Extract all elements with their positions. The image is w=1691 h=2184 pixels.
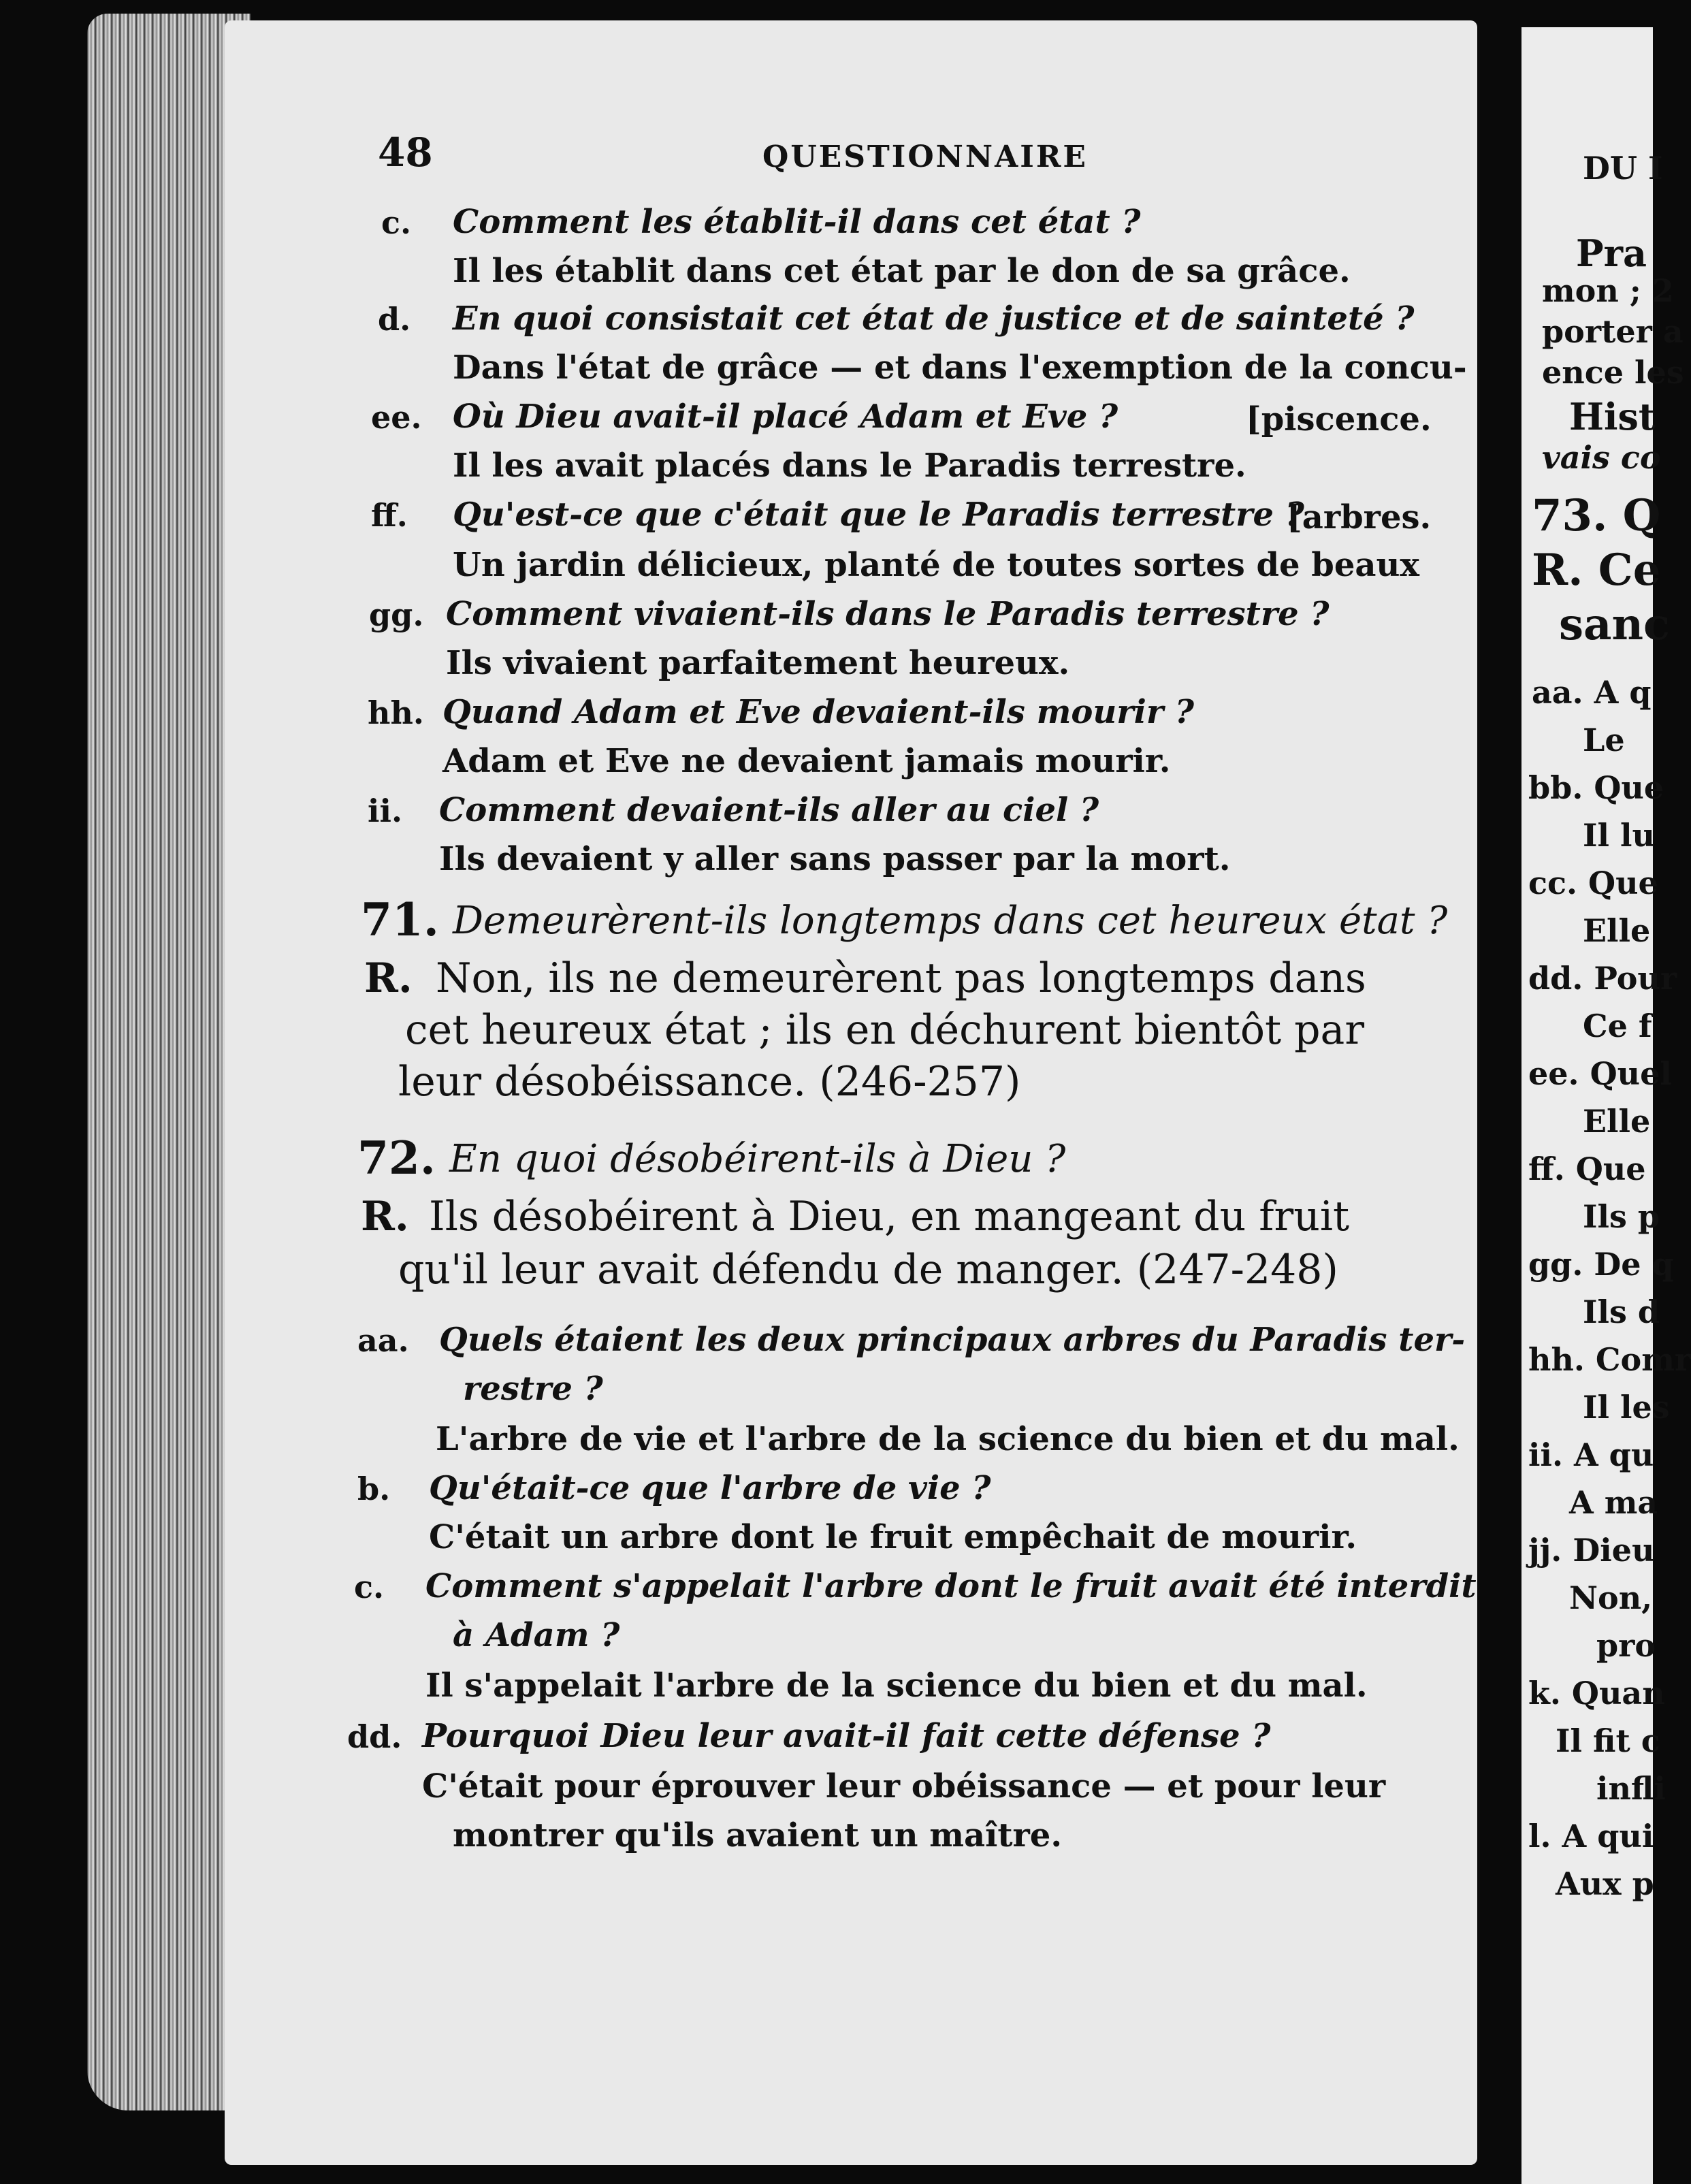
item-label: b. bbox=[357, 1471, 391, 1507]
item-question: Pourquoi Dieu leur avait-il fait cette défense ? bbox=[422, 1717, 1271, 1755]
item-label: aa. bbox=[357, 1322, 409, 1359]
right-line: pro bbox=[1596, 1627, 1656, 1664]
right-line: Ils p bbox=[1583, 1198, 1660, 1235]
item-question: Comment les établit-il dans cet état ? bbox=[453, 203, 1141, 241]
right-line: l. A qui bbox=[1528, 1818, 1654, 1854]
response-label: R. bbox=[361, 1193, 409, 1240]
item-question: En quoi consistait cet état de justice et de sainteté ? bbox=[453, 300, 1415, 338]
right-line: Il lu bbox=[1583, 817, 1655, 854]
answer-line: Non, ils ne demeurèrent pas longtemps dans bbox=[436, 954, 1366, 1002]
item-answer: Un jardin délicieux, planté de toutes sortes de beaux bbox=[453, 546, 1420, 584]
right-line: jj. Dieu bbox=[1528, 1532, 1655, 1569]
item-question: Comment devaient-ils aller au ciel ? bbox=[439, 791, 1099, 829]
item-answer: Ils devaient y aller sans passer par la mort. bbox=[439, 840, 1231, 878]
right-line: Elle bbox=[1583, 1103, 1651, 1140]
right-running-title: DU I bbox=[1583, 150, 1663, 187]
item-question: Comment vivaient-ils dans le Paradis terrestre ? bbox=[446, 595, 1330, 633]
right-line: vais co bbox=[1542, 439, 1661, 476]
right-line: 73. Q bbox=[1532, 490, 1661, 541]
item-answer: L'arbre de vie et l'arbre de la science du bien et du mal. bbox=[436, 1420, 1460, 1458]
question-number: 72. bbox=[357, 1131, 436, 1185]
right-line: Ils d bbox=[1583, 1294, 1660, 1330]
item-question: Où Dieu avait-il placé Adam et Eve ? bbox=[453, 398, 1118, 436]
right-line: k. Quan bbox=[1528, 1675, 1665, 1712]
right-line: R. Ce bbox=[1532, 545, 1661, 596]
item-question: Quand Adam et Eve devaient-ils mourir ? bbox=[442, 693, 1194, 731]
item-answer: C'était pour éprouver leur obéissance — et pour leur bbox=[422, 1767, 1386, 1805]
right-line: Le bbox=[1583, 722, 1625, 758]
right-line: Hist bbox=[1569, 395, 1656, 438]
item-label: ff. bbox=[371, 497, 408, 534]
item-answer: Il s'appelait l'arbre de la science du bien et du mal. bbox=[425, 1667, 1368, 1705]
left-page bbox=[225, 20, 1477, 2165]
right-line: porter a bbox=[1542, 313, 1684, 350]
right-line: dd. Pour bbox=[1528, 960, 1677, 997]
item-label: ee. bbox=[371, 399, 422, 436]
item-label: dd. bbox=[347, 1718, 402, 1755]
right-line: bb. Que bbox=[1528, 769, 1664, 806]
right-line: infli bbox=[1596, 1770, 1666, 1807]
answer-line: Ils désobéirent à Dieu, en mangeant du fruit bbox=[429, 1193, 1350, 1240]
right-line: Pra bbox=[1576, 231, 1647, 275]
item-question: Comment s'appelait l'arbre dont le fruit avait été interdit bbox=[425, 1567, 1477, 1605]
item-question-continued: à Adam ? bbox=[453, 1616, 620, 1654]
right-line: gg. De q bbox=[1528, 1246, 1674, 1283]
item-answer: Dans l'état de grâce — et dans l'exemption de la concu- bbox=[453, 349, 1467, 387]
item-answer: Il les établit dans cet état par le don de sa grâce. bbox=[453, 252, 1351, 290]
right-line: sanc bbox=[1559, 599, 1670, 650]
right-line: hh. Comr bbox=[1528, 1341, 1691, 1378]
right-line: Non, bbox=[1569, 1579, 1653, 1616]
question-text: En quoi désobéirent-ils à Dieu ? bbox=[449, 1137, 1066, 1181]
right-line: Aux p bbox=[1556, 1865, 1654, 1902]
item-label: c. bbox=[381, 204, 412, 241]
right-line: Il fit c bbox=[1556, 1722, 1660, 1759]
right-line: Elle bbox=[1583, 912, 1651, 949]
item-question-continued: restre ? bbox=[463, 1370, 603, 1408]
item-answer: Adam et Eve ne devaient jamais mourir. bbox=[442, 742, 1171, 780]
question-number: 71. bbox=[361, 893, 439, 946]
question-text: Demeurèrent-ils longtemps dans cet heureux état ? bbox=[453, 899, 1448, 943]
item-question: Qu'était-ce que l'arbre de vie ? bbox=[429, 1469, 991, 1507]
hyphen-continuation: [arbres. bbox=[1287, 498, 1432, 536]
item-label: ii. bbox=[368, 792, 402, 829]
running-title: QUESTIONNAIRE bbox=[762, 140, 1088, 174]
right-line: ee. Quel bbox=[1528, 1055, 1672, 1092]
right-page-fragment bbox=[1521, 27, 1691, 2184]
right-line: A ma bbox=[1569, 1484, 1658, 1521]
answer-line: leur désobéissance. (246-257) bbox=[398, 1058, 1021, 1106]
item-label: d. bbox=[378, 301, 411, 338]
item-answer: C'était un arbre dont le fruit empêchait de mourir. bbox=[429, 1518, 1357, 1556]
item-label: gg. bbox=[369, 596, 424, 633]
right-line: aa. A q bbox=[1532, 674, 1652, 711]
right-line: cc. Que bbox=[1528, 865, 1658, 901]
answer-line: qu'il leur avait défendu de manger. (247-248) bbox=[398, 1246, 1338, 1294]
right-line: ff. Que bbox=[1528, 1151, 1646, 1187]
page-header bbox=[225, 20, 1477, 176]
right-line: Ce f bbox=[1583, 1008, 1652, 1044]
item-label: hh. bbox=[368, 694, 424, 731]
right-line: ii. A qu bbox=[1528, 1436, 1654, 1473]
right-line: Il les bbox=[1583, 1389, 1670, 1426]
item-question: Qu'est-ce que c'était que le Paradis terrestre ? bbox=[453, 496, 1304, 534]
right-line: ence les bbox=[1542, 354, 1684, 391]
item-answer: Ils vivaient parfaitement heureux. bbox=[446, 644, 1070, 682]
page-number: 48 bbox=[378, 129, 433, 176]
response-label: R. bbox=[364, 954, 413, 1002]
item-answer-continued: montrer qu'ils avaient un maître. bbox=[453, 1816, 1063, 1854]
right-line: mon ; 2 bbox=[1542, 272, 1674, 309]
answer-line: cet heureux état ; ils en déchurent bientôt par bbox=[405, 1006, 1365, 1054]
item-answer: Il les avait placés dans le Paradis terrestre. bbox=[453, 447, 1246, 485]
hyphen-continuation: [piscence. bbox=[1246, 400, 1432, 438]
item-label: c. bbox=[354, 1569, 385, 1605]
item-question: Quels étaient les deux principaux arbres du Paradis ter- bbox=[439, 1321, 1466, 1359]
